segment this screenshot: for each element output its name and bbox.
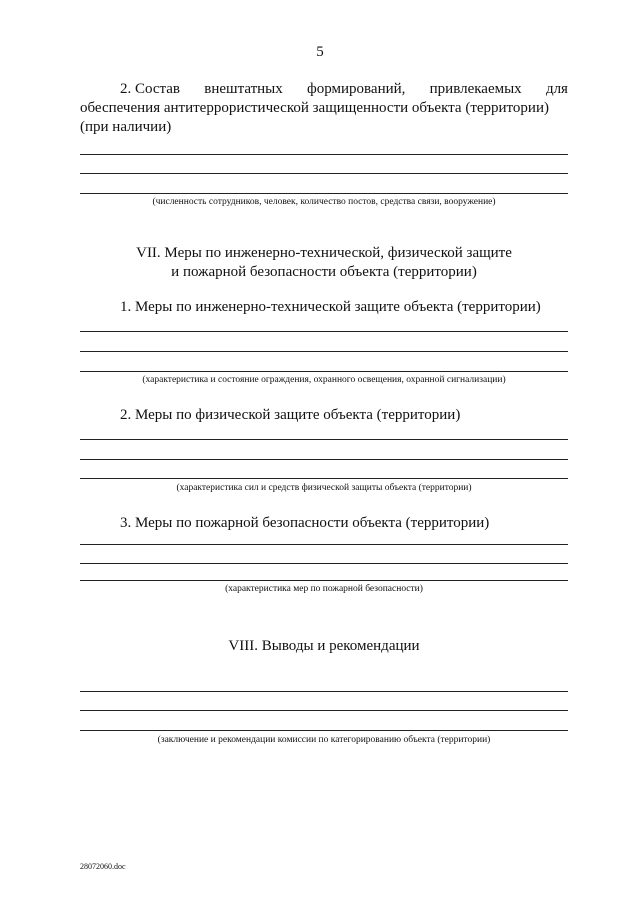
physical-protection-title: 2. Меры по физической защите объекта (территории) [120,407,461,423]
fill-line [80,544,568,545]
fill-line [80,459,568,460]
section-vii-heading-line1: VII. Меры по инженерно-технической, физической защите [136,245,512,261]
fill-line [80,691,568,692]
fill-line [80,351,568,352]
physical-protection-caption: (характеристика сил и средств физической защиты объекта (территории) [176,483,472,493]
section-viii-heading: VIII. Выводы и рекомендации [228,638,420,654]
word: привлекаемых [429,81,522,97]
word: для [545,81,568,97]
fill-line [80,710,568,711]
fill-line [80,193,568,194]
fill-line [80,371,568,372]
engineering-protection-caption: (характеристика и состояние ограждения, охранного освещения, охранной сигнализации) [142,375,506,385]
section-vii-heading-line2: и пожарной безопасности объекта (территории) [171,264,477,280]
staff-formations-line2: обеспечения антитеррористической защищенности объекта (территории) [80,100,549,116]
fire-safety-title: 3. Меры по пожарной безопасности объекта (территории) [120,515,490,531]
conclusions-caption: (заключение и рекомендации комиссии по категорированию объекта (территории) [157,735,491,745]
staff-formations-paragraph [80,80,568,137]
fill-line [80,173,568,174]
word: внештатных [204,81,283,97]
fire-safety-caption: (характеристика мер по пожарной безопасности) [225,584,423,594]
document-code: 28072060.doc [80,862,126,871]
staff-formations-line3: (при наличии) [80,119,172,135]
section-vii-heading [80,244,568,282]
fill-line [80,331,568,332]
word: формирований, [307,81,406,97]
fill-line [80,154,568,155]
fill-line [80,478,568,479]
fill-line [80,580,568,581]
fill-line [80,439,568,440]
engineering-protection-title: 1. Меры по инженерно-технической защите объекта (территории) [120,299,541,315]
word: 2. Состав [120,81,181,97]
staff-formations-caption: (численность сотрудников, человек, количество постов, средства связи, вооружение) [152,197,496,207]
page-number: 5 [316,44,324,60]
fill-line [80,563,568,564]
staff-formations-first-line [80,80,568,99]
fill-line [80,730,568,731]
